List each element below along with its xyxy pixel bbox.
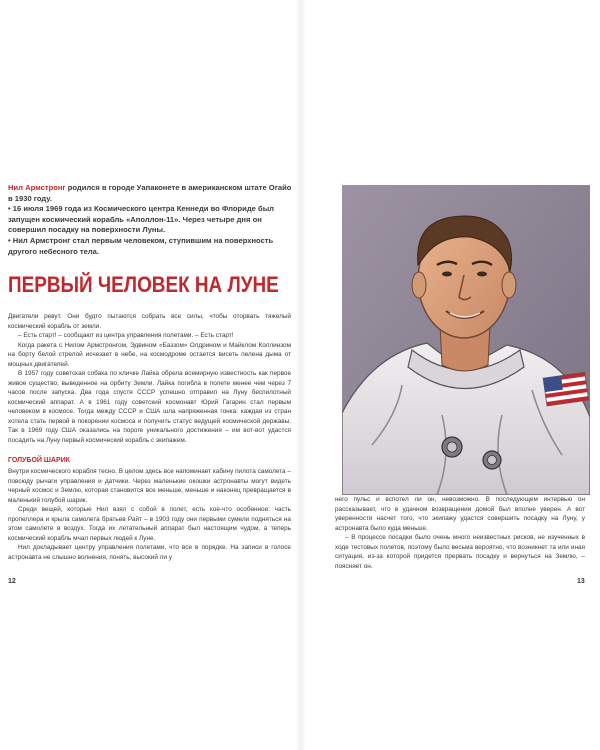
paragraph: Среди вещей, которые Нил взял с собой в полет, есть кое-что особенное: часть пропеллера и крыла самолета братьев Райт – в 1903 году они первыми сумели подняться на этом самолете в воздух. Тогда их летательный аппарат был настоящим чудом, а теперь космический корабль мчал первых людей к Луне. <box>8 506 291 542</box>
chapter-title: ПЕРВЫЙ ЧЕЛОВЕК НА ЛУНЕ <box>8 272 279 297</box>
paragraph: Двигатели ревут. Они будто пытаются собрать все силы, чтобы оторвать тяжелый космический корабль от земли. <box>8 313 291 330</box>
fact-name: Нил Армстронг <box>8 183 66 192</box>
paragraph: Нил докладывает центру управления полетами, что все в порядке. На записи в голосе астронавта не слышно волнения, понять, высокий ли у <box>8 544 291 561</box>
facts-box <box>8 183 293 257</box>
section-text <box>8 467 291 562</box>
fact-2: • 16 июля 1969 года из Космического центра Кеннеди во Флориде был запущен космический корабль «Аполлон-11». Через четыре дня он совершил посадку на поверхности Луны. <box>8 204 275 235</box>
section-heading: ГОЛУБОЙ ШАРИК <box>8 457 70 464</box>
fact-1-text: родился в городе Уапаконете в американском штате Огайо в 1930 году. <box>8 183 292 203</box>
right-eye <box>477 272 487 277</box>
fact-3: • Нил Армстронг стал первым человеком, ступившим на поверхность другого небесного тела. <box>8 235 274 256</box>
left-eye <box>442 272 452 277</box>
paragraph: – Есть старт! – сообщают из центра управления полетами. – Есть старт! <box>18 332 234 339</box>
page-number-right: 13 <box>577 578 585 585</box>
page-number-left: 12 <box>8 578 16 585</box>
us-flag-patch <box>543 372 588 406</box>
paragraph: него пульс и вспотел ли он, невозможно. В последующем интервью он рассказывает, что в удачном возвращении домой был вполне уверен. А вот уверенности насчет того, что экипажу удастся совершить посадку на Луну, у астронавта было куда меньше. <box>335 496 585 532</box>
right-page-text <box>335 495 585 571</box>
paragraph: Внутри космического корабля тесно. В целом здесь все напоминает кабину пилота самолета – повсюду рычаги управления и датчики. Через маленькие окошки астронавты могут видеть черный космос и Землю, которая становится все меньше, меньше и наконец превращается в маленький голубой шарик. <box>8 468 291 504</box>
left-ear <box>412 272 426 298</box>
fact-1 <box>8 183 293 204</box>
paragraph: Когда ракета с Нилом Армстронгом, Эдвином «Баззом» Олдрином и Майклом Коллинзом на борту белой стрелой исчезает в небе, на космодроме остается висеть пелена дыма от мощных двигателей. <box>8 341 291 368</box>
astronaut-portrait-illustration <box>342 185 590 495</box>
paragraph: В 1957 году советская собака по кличке Лайка обрела всемирную известность как первое живое существо, выведенное на орбиту Земли. Лайка погибла в полете менее чем через 7 часов после запуска. Два года спустя СССР успешно отправил на Луну беспилотный космический аппарат. А в 1961 году советский космонавт Юрий Гагарин стал первым человеком в космосе. Тогда между СССР и США шла напряженная гонка: каждая из стран хотела стать первой в покорении космоса и получить статус ведущей космической державы. Так в 1969 году США оказались на пороге уникального достижения – им вот-вот удастся посадить на Луну первый космический корабль с экипажем. <box>8 370 291 444</box>
right-page <box>300 0 600 750</box>
paragraph: – В процессе посадки было очень много неизвестных рисков, не изученных в ходе тестовых полетов, поэтому было весьма вероятно, что возникнет та или иная ситуация, из-за которой придется прервать посадку и вернуться на Землю, – поясняет он. <box>335 534 585 570</box>
intro-text <box>8 312 291 445</box>
right-ear <box>502 272 516 298</box>
